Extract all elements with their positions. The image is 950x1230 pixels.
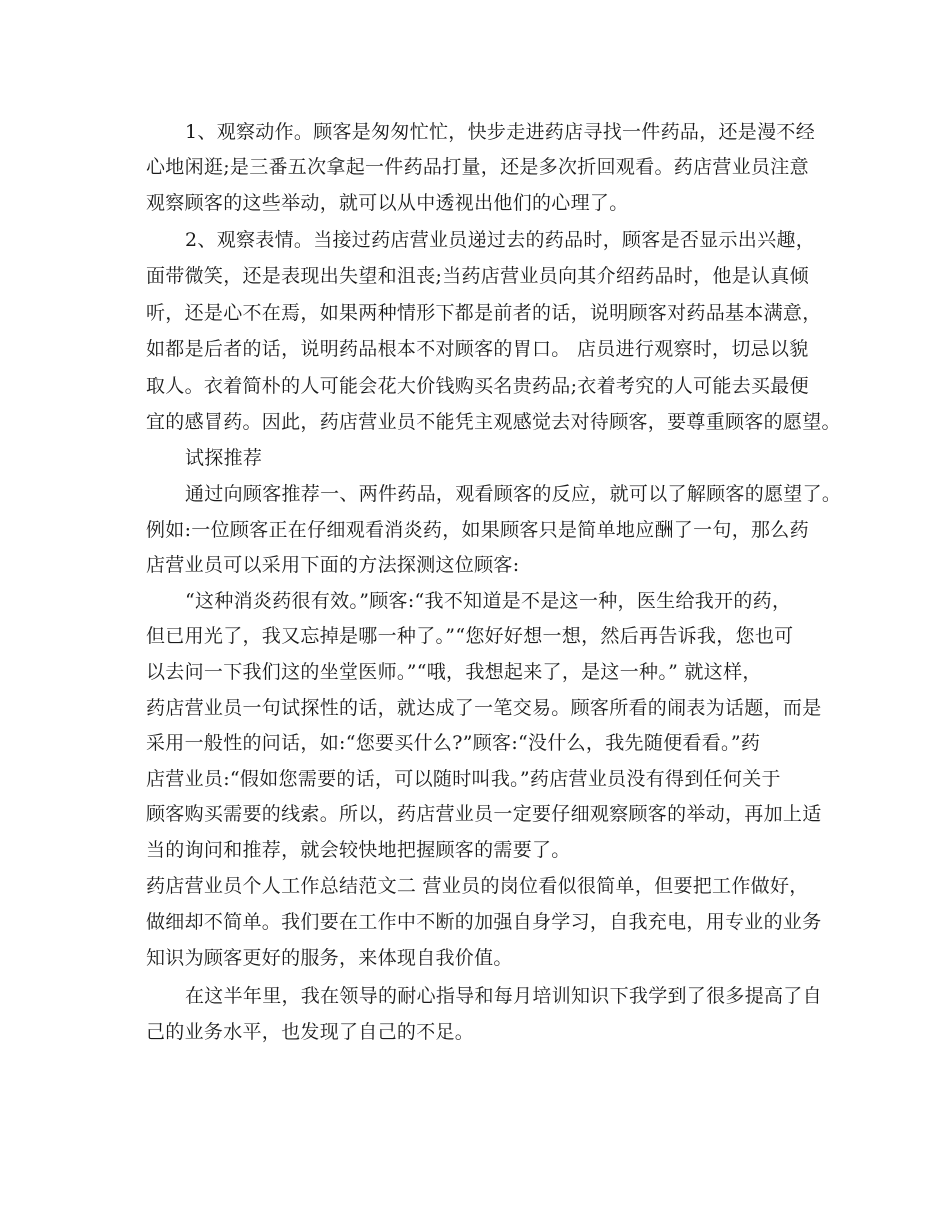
text-line: 宜的感冒药。因此，药店营业员不能凭主观感觉去对待顾客，要尊重顾客的愿望。: [146, 411, 841, 433]
text-line: 做细却不简单。我们要在工作中不断的加强自身学习，自我充电，用专业的业务: [146, 911, 822, 933]
text-line: 听，还是心不在焉，如果两种情形下都是前者的话，说明顾客对药品基本满意，: [146, 302, 822, 324]
text-line: 面带微笑，还是表现出失望和沮丧;当药店营业员向其介绍药品时，他是认真倾: [146, 265, 809, 287]
text-line: 通过向顾客推荐一、两件药品，观看顾客的反应，就可以了解顾客的愿望了。: [185, 483, 842, 505]
text-line: 药店营业员一句试探性的话，就达成了一笔交易。顾客所看的闹表为话题，而是: [146, 697, 822, 719]
text-line: 顾客购买需要的线索。所以，药店营业员一定要仔细观察顾客的举动，再加上适: [146, 803, 822, 825]
text-line: 采用一般性的问话，如:“您要买什么?”顾客:“没什么，我先随便看看。”药: [146, 732, 761, 754]
text-line: “这种消炎药很有效。”顾客:“我不知道是不是这一种，医生给我开的药，: [185, 590, 792, 612]
text-line: 如都是后者的话，说明药品根本不对顾客的胃口。 店员进行观察时，切忌以貌: [146, 338, 809, 360]
text-line: 例如:一位顾客正在仔细观看消炎药，如果顾客只是简单地应酬了一句，那么药: [146, 519, 809, 541]
text-line: 观察顾客的这些举动，就可以从中透视出他们的心理了。: [146, 192, 629, 214]
text-line: 药店营业员个人工作总结范文二 营业员的岗位看似很简单，但要把工作做好，: [146, 875, 809, 897]
text-line: 2、观察表情。当接过药店营业员递过去的药品时，顾客是否显示出兴趣，: [185, 229, 815, 251]
text-line: 心地闲逛;是三番五次拿起一件药品打量，还是多次折回观看。药店营业员注意: [146, 156, 809, 178]
text-line: 知识为顾客更好的服务，来体现自我价值。: [146, 947, 513, 969]
text-line: 店营业员:“假如您需要的话，可以随时叫我。”药店营业员没有得到任何关于: [146, 768, 781, 790]
text-line: 取人。衣着简朴的人可能会花大价钱购买名贵药品;衣着考究的人可能去买最便: [146, 375, 809, 397]
text-line: 在这半年里，我在领导的耐心指导和每月培训知识下我学到了很多提高了自: [185, 985, 822, 1007]
section-heading: 试探推荐: [185, 447, 263, 469]
text-line: 当的询问和推荐，就会较快地把握顾客的需要了。: [146, 839, 571, 861]
text-line: 己的业务水平，也发现了自己的不足。: [146, 1021, 475, 1043]
text-line: 店营业员可以采用下面的方法探测这位顾客:: [146, 554, 520, 576]
text-line: 但已用光了，我又忘掉是哪一种了。”“您好好想一想，然后再告诉我，您也可: [146, 625, 794, 647]
text-line: 1、观察动作。顾客是匆匆忙忙，快步走进药店寻找一件药品，还是漫不经: [185, 121, 815, 143]
text-line: 以去问一下我们这的坐堂医师。”“哦，我想起来了，是这一种。” 就这样，: [146, 661, 762, 683]
